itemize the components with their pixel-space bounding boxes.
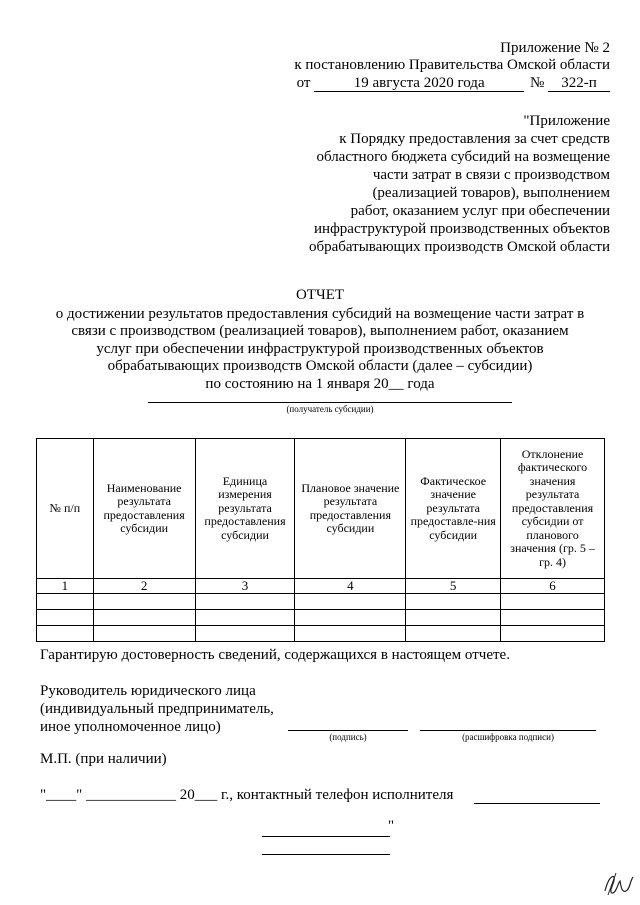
table-cell[interactable] [406, 610, 501, 626]
signatory-line: (индивидуальный предприниматель, [40, 701, 274, 717]
date-phone-line: "____" ____________ 20___ г., контактный телефон исполнителя [40, 787, 454, 803]
table-cell[interactable] [295, 626, 406, 642]
recipient-line[interactable] [148, 402, 512, 403]
decoding-line[interactable] [420, 730, 596, 731]
table-cell[interactable] [93, 594, 195, 610]
table-cell[interactable] [93, 626, 195, 642]
annex-date: 19 августа 2020 года [314, 76, 524, 92]
column-number: 1 [37, 579, 94, 594]
annex-title: Приложение № 2 [500, 40, 610, 56]
signature-caption: (подпись) [329, 732, 367, 742]
table-cell[interactable] [501, 594, 605, 610]
column-header: Отклонение фактического значения результата предоставления субсидии от планового значения (гр. 5 – гр. 4) [501, 439, 605, 579]
annex-header [294, 40, 610, 92]
column-header: Единица измерения результата предоставления субсидии [195, 439, 295, 579]
table-cell[interactable] [501, 626, 605, 642]
column-number: 5 [406, 579, 501, 594]
table-cell[interactable] [195, 626, 295, 642]
report-subtitle-line: связи с производством (реализацией товаров), выполнением работ, оказанием [71, 323, 569, 339]
table-cell[interactable] [295, 610, 406, 626]
column-header: Наименование результата предоставления субсидии [93, 439, 195, 579]
column-number-row [37, 579, 605, 594]
report-title: ОТЧЕТ [295, 287, 345, 303]
procedure-annex [309, 112, 610, 256]
table-cell[interactable] [195, 610, 295, 626]
table-cell[interactable] [37, 626, 94, 642]
table-cell[interactable] [295, 594, 406, 610]
table-cell[interactable] [93, 610, 195, 626]
procedure-line: к Порядку предоставления за счет средств [339, 131, 610, 147]
recipient-caption: (получатель субсидии) [286, 404, 374, 414]
procedure-line: "Приложение [523, 113, 610, 129]
handwritten-initials-icon [600, 869, 636, 899]
table-cell[interactable] [37, 594, 94, 610]
column-number: 4 [295, 579, 406, 594]
annex-date-row [294, 75, 610, 92]
phone-line[interactable] [474, 803, 600, 804]
column-header: № п/п [37, 439, 94, 579]
signatory-line: иное уполномоченное лицо) [40, 719, 221, 735]
table-cell[interactable] [406, 626, 501, 642]
signatory-block [40, 682, 274, 736]
date-prefix: от [296, 75, 311, 91]
report-subtitle-line: по состоянию на 1 января 20__ года [205, 375, 435, 392]
number-prefix: № [529, 75, 545, 91]
column-header: Плановое значение результата предоставления субсидии [295, 439, 406, 579]
annex-number: 322-п [548, 76, 610, 92]
column-header: Фактическое значение результата предоставле-ния субсидии [406, 439, 501, 579]
guarantee-statement: Гарантирую достоверность сведений, содержащихся в настоящем отчете. [40, 647, 510, 663]
seal-label: М.П. (при наличии) [40, 751, 167, 767]
procedure-line: обрабатывающих производств Омской области [308, 239, 610, 255]
report-subtitle-line: о достижении результатов предоставления субсидий на возмещение части затрат в [55, 305, 585, 322]
closing-line [262, 836, 390, 837]
procedure-line: части затрат в связи с производством [372, 167, 610, 183]
table-header-row [37, 439, 605, 579]
procedure-line: областного бюджета субсидий на возмещение [316, 149, 610, 165]
table-row [37, 610, 605, 626]
procedure-line: инфраструктурой производственных объектов [314, 221, 610, 237]
table-cell[interactable] [406, 594, 501, 610]
signatory-line: Руководитель юридического лица [40, 683, 256, 699]
annex-resolution: к постановлению Правительства Омской области [294, 57, 610, 73]
signature-line[interactable] [288, 730, 408, 731]
closing-line-2 [262, 854, 390, 855]
table-row [37, 626, 605, 642]
column-number: 6 [501, 579, 605, 594]
column-number: 3 [195, 579, 295, 594]
table-cell[interactable] [501, 610, 605, 626]
table-row [37, 594, 605, 610]
table-cell[interactable] [195, 594, 295, 610]
procedure-line: (реализацией товаров), выполнением [372, 185, 610, 201]
report-title-block [0, 287, 640, 393]
report-subtitle-line: услуг при обеспечении инфраструктурой производственных объектов [96, 340, 544, 357]
report-subtitle-line: обрабатывающих производств Омской области (далее – субсидии) [107, 358, 533, 374]
results-table [36, 438, 605, 642]
closing-quote: " [388, 818, 395, 834]
column-number: 2 [93, 579, 195, 594]
decoding-caption: (расшифровка подписи) [462, 732, 554, 742]
procedure-line: работ, оказанием услуг при обеспечении [350, 203, 610, 219]
table-cell[interactable] [37, 610, 94, 626]
